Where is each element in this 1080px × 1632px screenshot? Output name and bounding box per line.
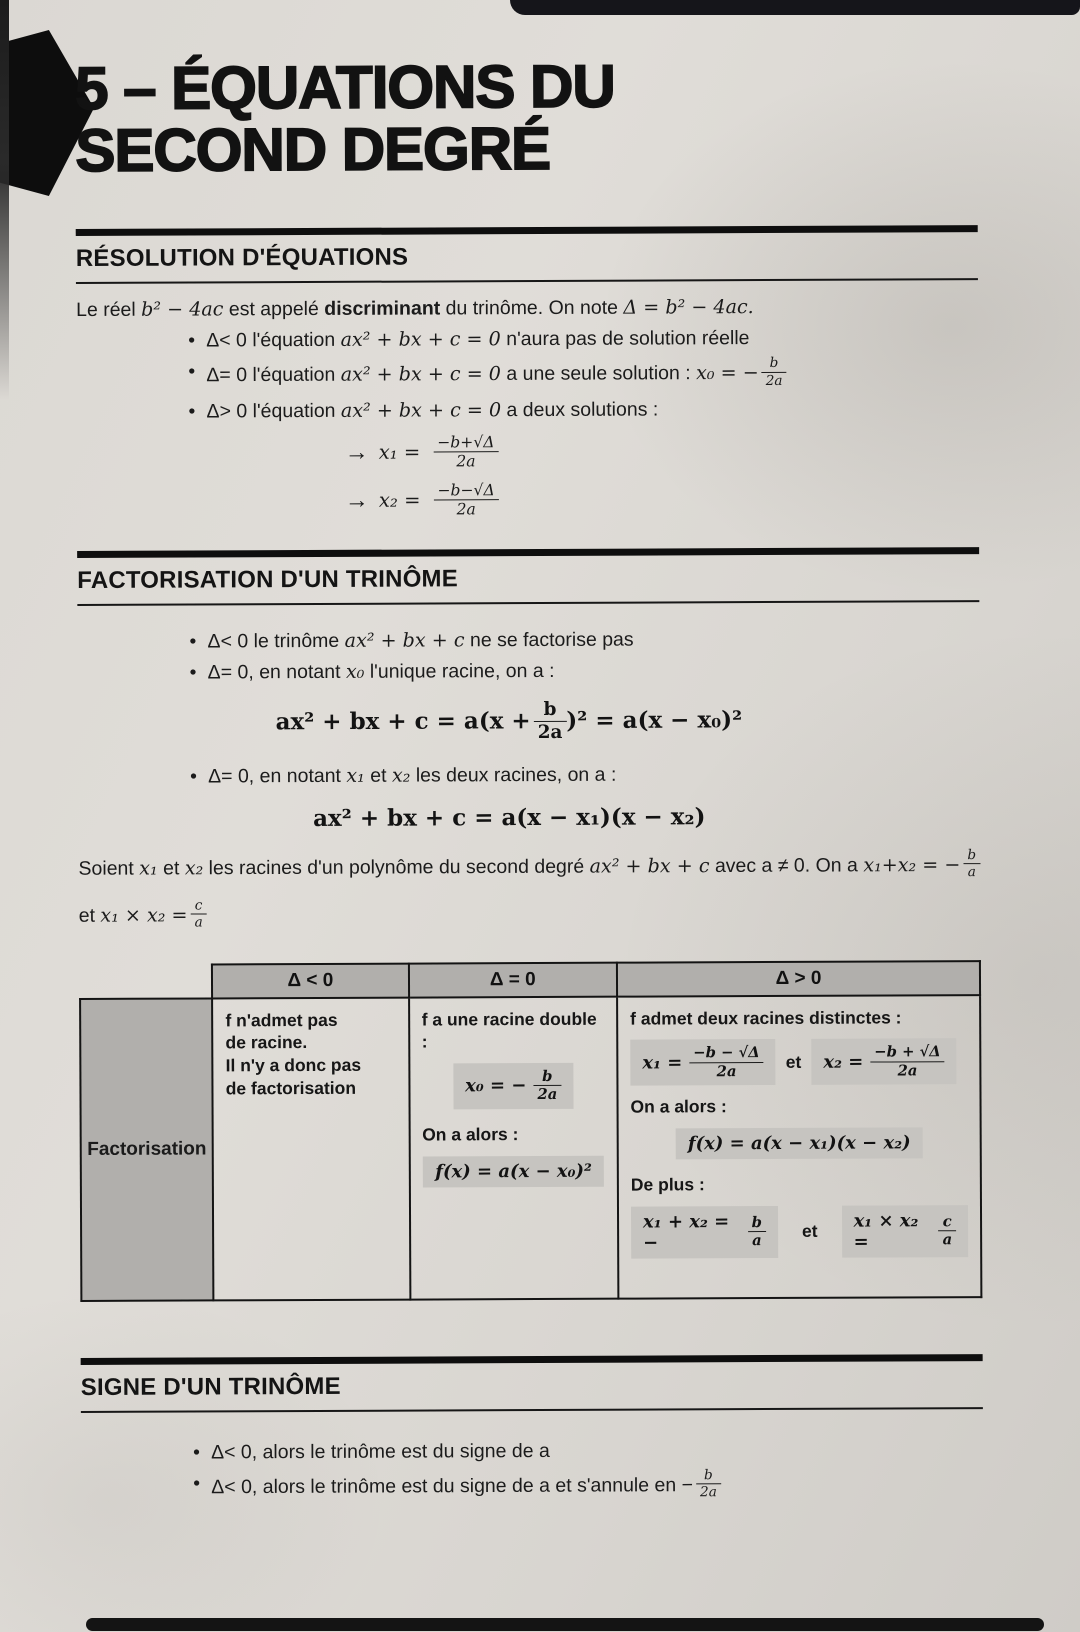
cell-line: De plus : bbox=[630, 1174, 705, 1195]
fraction-b-over-a: $\frac{b}{a}$ bbox=[963, 847, 980, 880]
section-rule bbox=[81, 1354, 983, 1365]
text-fragment: Δ< 0 l'équation bbox=[206, 328, 341, 352]
text-fragment: Le réel bbox=[76, 298, 142, 321]
section-signe bbox=[81, 1354, 984, 1505]
math-fragment: x₀ bbox=[345, 659, 365, 683]
discriminant-keyword: discriminant bbox=[324, 297, 441, 320]
sign-rule-2 bbox=[193, 1468, 983, 1505]
text-fragment: ne se factorise pas bbox=[464, 628, 634, 651]
x0-box-wrap bbox=[422, 1063, 605, 1110]
text-fragment: Δ< 0 le trinôme bbox=[207, 629, 345, 653]
math-fragment: x₂ = bbox=[378, 488, 421, 512]
cell-delta-positive bbox=[617, 995, 981, 1299]
roots-box-row bbox=[630, 1038, 967, 1085]
table-body-row bbox=[80, 995, 981, 1301]
text-fragment: Δ< 0, alors le trinôme est du signe de a et s'annule en − bbox=[211, 1473, 694, 1499]
case-delta-negative bbox=[188, 325, 978, 354]
section-rule bbox=[81, 1407, 983, 1413]
table-header-delta-zero: Δ = 0 bbox=[408, 962, 617, 997]
title-line-1: 5 – ÉQUATIONS DU bbox=[74, 52, 615, 123]
text-fragment: Δ= 0, en notant bbox=[208, 764, 347, 788]
case-delta-positive bbox=[188, 396, 978, 425]
text-fragment: l'unique racine, on a : bbox=[364, 659, 555, 683]
sign-rule-1: • Δ< 0, alors le trinôme est du signe de a bbox=[193, 1437, 983, 1466]
math-fragment: Δ = b² − 4ac. bbox=[623, 294, 754, 319]
bottom-edge-bar bbox=[86, 1618, 1044, 1631]
fraction-b-over-a: $\frac{b}{a}$ bbox=[748, 1214, 766, 1250]
math-fragment: x₀ = − bbox=[696, 361, 759, 385]
page-title bbox=[75, 54, 978, 183]
text-fragment: a deux solutions : bbox=[501, 398, 659, 421]
case-delta-zero bbox=[188, 357, 978, 394]
math-fragment: x₁ = bbox=[378, 440, 421, 465]
math-fragment: b² − 4ac bbox=[141, 297, 224, 321]
vieta-relations: Soient x₁ et x₂ les racines d'un polynôme du second degré ax² + bx + c avec a ≠ 0. On a x₁+x₂ = − $\frac{b}{a}$ bbox=[78, 849, 980, 886]
fx-box-wrap bbox=[631, 1127, 968, 1159]
table-header-delta-negative: Δ < 0 bbox=[212, 963, 408, 998]
fraction-x1: $\frac{-b - √\Delta}{2a}$ bbox=[689, 1044, 764, 1080]
math-fragment: ax² + bx + c = 0 bbox=[340, 362, 501, 387]
solution-x2 bbox=[345, 479, 979, 520]
cell-line: f a une racine double : bbox=[421, 1008, 597, 1052]
factored-form-two-roots: ax² + bx + c = a(x − x₁)(x − x₂) bbox=[313, 803, 706, 833]
math-fragment: x₂ bbox=[391, 763, 411, 787]
cell-line: On a alors : bbox=[422, 1123, 519, 1145]
cell-delta-zero bbox=[409, 996, 619, 1299]
section-rule bbox=[77, 547, 979, 558]
fraction-x2: $\frac{-b + √\Delta}{2a}$ bbox=[870, 1043, 945, 1079]
text-fragment: n'aura pas de solution réelle bbox=[500, 327, 750, 351]
fraction-b-over-2a: $\frac{b}{2a}$ bbox=[762, 355, 787, 388]
formula-box-x0: x₀ = − $\frac{b}{2a}$ bbox=[453, 1063, 573, 1109]
cell-line: Il n'y a donc pas bbox=[225, 1054, 362, 1076]
fraction-x1: $\frac{-b+√\Delta}{2a}$ bbox=[433, 433, 498, 471]
factored-form-double-root: ax² + bx + c = a(x + $\frac{b}{2a}$ )² = a(x − x₀)² bbox=[275, 699, 743, 744]
et-label: et bbox=[785, 1051, 802, 1072]
section-rule bbox=[76, 225, 978, 236]
section-rule bbox=[76, 278, 978, 284]
solution-x1 bbox=[345, 431, 979, 472]
text-fragment: a une seule solution : bbox=[500, 362, 697, 386]
cell-line: de factorisation bbox=[225, 1077, 357, 1099]
text-fragment: du trinôme. On note bbox=[440, 296, 624, 320]
cell-line: f n'admet pas bbox=[225, 1009, 338, 1030]
fx-box-wrap bbox=[422, 1155, 605, 1187]
formula-box-fx-double: f(x) = a(x − x₀)² bbox=[423, 1155, 604, 1187]
text-fragment: est appelé bbox=[223, 297, 325, 321]
fraction-b-over-2a: $\frac{b}{2a}$ bbox=[696, 1467, 721, 1500]
cell-line: de racine. bbox=[225, 1032, 308, 1053]
section-rule bbox=[77, 600, 979, 606]
section-factorisation bbox=[77, 547, 981, 934]
vieta-product: et x₁ × x₂ = $\frac{c}{a}$ bbox=[79, 896, 981, 933]
formula-box-x2: x₂ = $\frac{-b + √\Delta}{2a}$ bbox=[811, 1038, 957, 1084]
fraction-b-over-2a: $\frac{b}{2a}$ bbox=[534, 699, 567, 744]
math-fragment: ax² + bx + c = 0 bbox=[340, 327, 501, 351]
factor-case-delta-zero bbox=[190, 657, 980, 686]
row-label-factorisation: Factorisation bbox=[80, 998, 214, 1301]
text-fragment: Δ= 0 l'équation bbox=[206, 364, 341, 387]
fraction-c-over-a: $\frac{c}{a}$ bbox=[938, 1213, 956, 1249]
arrow-icon: → bbox=[344, 438, 369, 466]
vieta-box-row bbox=[631, 1205, 968, 1258]
table-header-row bbox=[80, 961, 980, 999]
fraction-c-over-a: $\frac{c}{a}$ bbox=[190, 898, 206, 931]
et-label: et bbox=[801, 1221, 818, 1242]
table-corner-spacer bbox=[80, 964, 212, 999]
section-resolution bbox=[76, 225, 979, 521]
text-fragment: et bbox=[364, 764, 392, 787]
text-fragment: Δ= 0, en notant bbox=[207, 660, 346, 684]
table-header-delta-positive: Δ > 0 bbox=[617, 961, 980, 997]
arrow-icon: → bbox=[344, 486, 369, 514]
section-header-factorisation: FACTORISATION D'UN TRINÔME bbox=[77, 564, 458, 594]
math-fragment: x₁ bbox=[346, 763, 365, 787]
solutions-list bbox=[345, 431, 979, 519]
math-fragment: ax² + bx + c = 0 bbox=[340, 397, 502, 422]
formula-box-fx-distinct: f(x) = a(x − x₁)(x − x₂) bbox=[676, 1127, 923, 1159]
formula-box-sum: x₁ + x₂ = − $\frac{b}{a}$ bbox=[631, 1206, 778, 1259]
discriminant-definition bbox=[76, 294, 978, 323]
cell-line: f admet deux racines distinctes : bbox=[630, 1006, 902, 1029]
text-fragment: les deux racines, on a : bbox=[410, 763, 617, 787]
fraction-b-over-2a: $\frac{b}{2a}$ bbox=[533, 1068, 561, 1104]
math-fragment: ax² + bx + c bbox=[344, 627, 465, 652]
cell-delta-negative bbox=[212, 997, 410, 1300]
section-header-signe: SIGNE D'UN TRINÔME bbox=[80, 1372, 341, 1401]
formula-box-x1: x₁ = $\frac{-b - √\Delta}{2a}$ bbox=[630, 1039, 776, 1085]
factor-case-two-roots bbox=[190, 761, 980, 790]
section-header-resolution: RÉSOLUTION D'ÉQUATIONS bbox=[75, 243, 409, 272]
title-line-2: SECOND DEGRÉ bbox=[75, 115, 551, 185]
cell-line: On a alors : bbox=[630, 1096, 727, 1117]
formula-box-product: x₁ × x₂ = $\frac{c}{a}$ bbox=[841, 1205, 968, 1258]
fraction-x2: $\frac{-b-√\Delta}{2a}$ bbox=[433, 481, 498, 519]
text-fragment: Δ> 0 l'équation bbox=[206, 399, 341, 423]
factorisation-table bbox=[79, 960, 982, 1302]
factor-case-delta-negative bbox=[189, 626, 979, 655]
